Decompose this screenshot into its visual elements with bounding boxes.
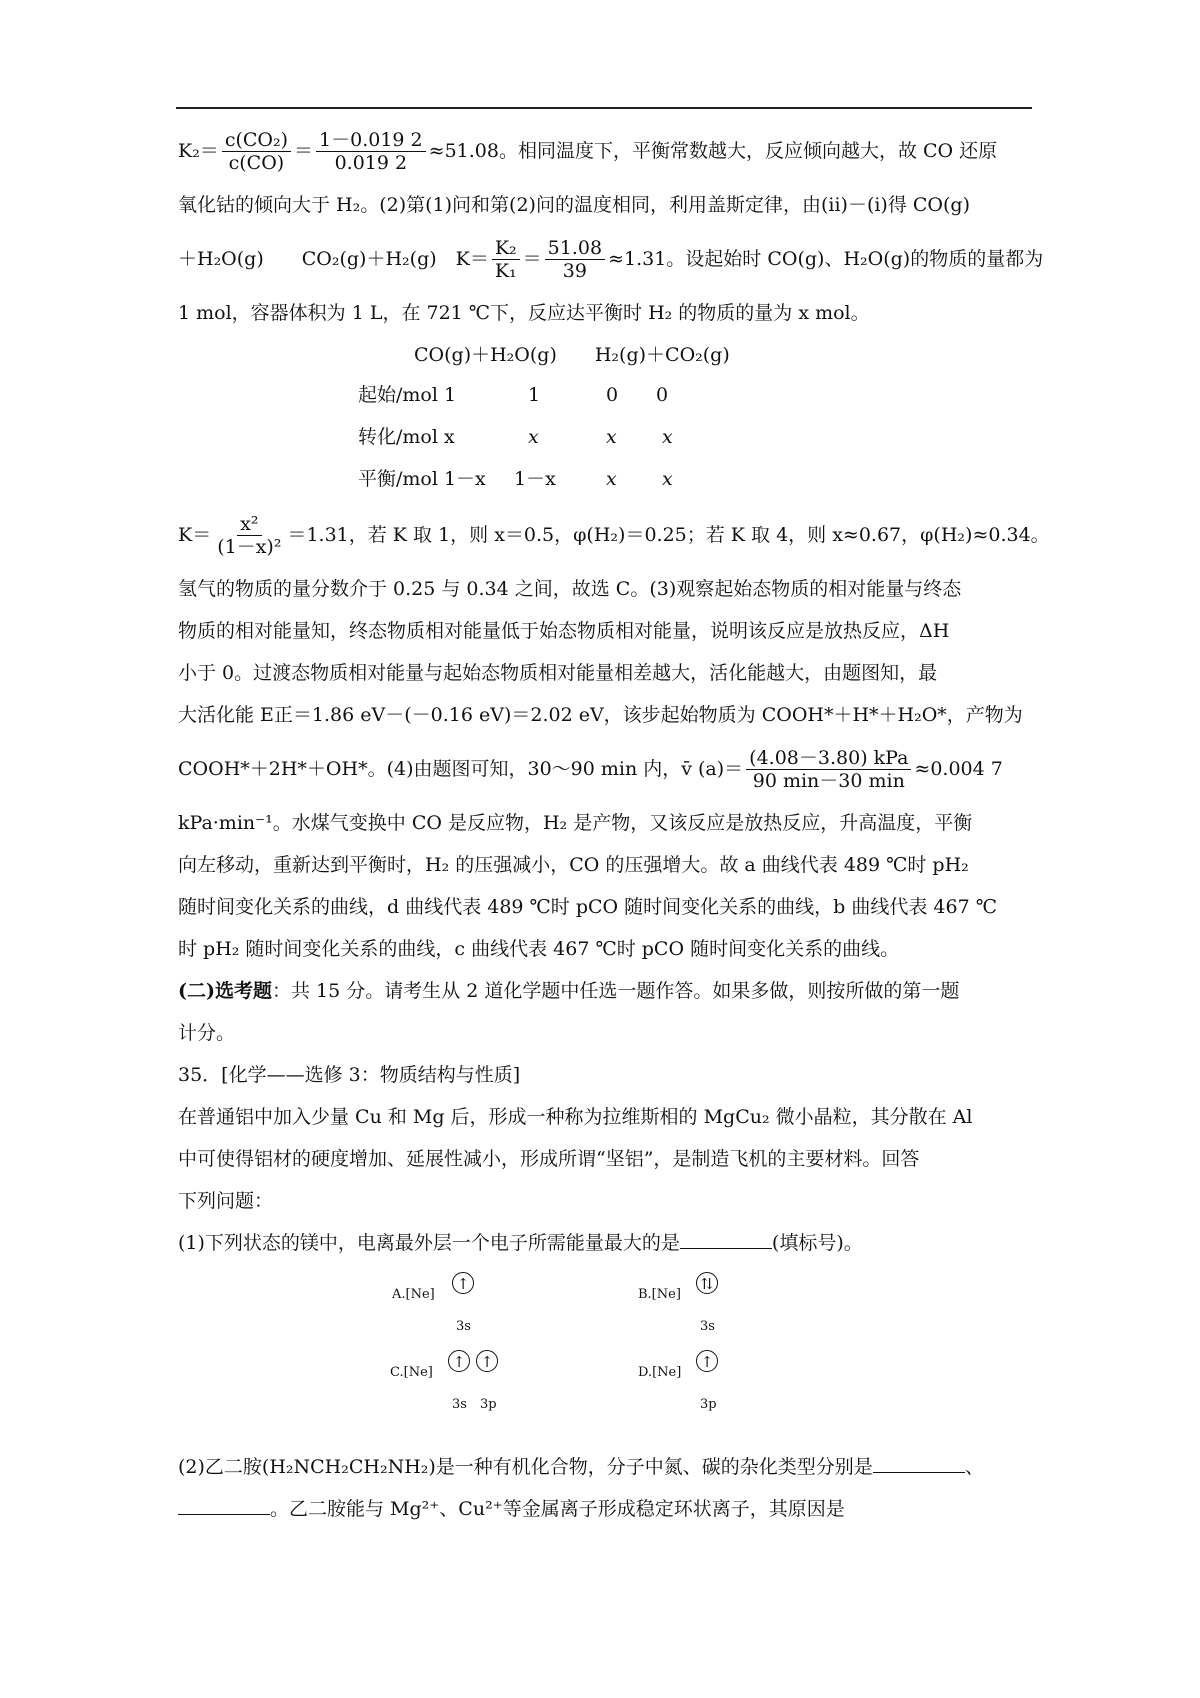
paired-arrows-icon: ⇅ — [696, 1272, 718, 1294]
text-line: 中可使得铝材的硬度增加、延展性减小，形成所谓“坚铝”，是制造飞机的主要材料。回答 — [178, 1148, 920, 1170]
text-run: K＝ — [178, 524, 212, 546]
text-run: (填标号)。 — [771, 1232, 863, 1254]
text-line: 时 pH₂ 随时间变化关系的曲线，c 曲线代表 467 ℃时 pCO 随时间变化关系的曲线。 — [178, 938, 900, 960]
text-run: (1)下列状态的镁中，电离最外层一个电子所需能量最大的是 — [178, 1232, 680, 1254]
fraction-k2-k1 — [492, 237, 520, 282]
fraction-x — [214, 513, 284, 558]
header-rule — [176, 107, 1032, 109]
text-line: 向左移动，重新达到平衡时，H₂ 的压强减小，CO 的压强增大。故 a 曲线代表 489 ℃时 pH₂ — [178, 854, 969, 876]
content — [178, 118, 1050, 1530]
text-line: 小于 0。过渡态物质相对能量与起始态物质相对能量相差越大，活化能越大，由题图知，最 — [178, 662, 938, 684]
text-run: COOH*＋2H*＋OH*。(4)由题图可知，30～90 min 内，v̄ (a)＝ — [178, 758, 744, 780]
frac-num: c(CO₂) — [222, 129, 291, 152]
text-run: (2)乙二胺(H₂NCH₂CH₂NH₂)是一种有机化合物，分子中氮、碳的杂化类型分别是 — [178, 1456, 873, 1478]
section-text: ：共 15 分。请考生从 2 道化学题中任选一题作答。如果多做，则按所做的第一题 — [271, 980, 960, 1002]
row-cell: x — [528, 426, 539, 448]
row-cell: x — [606, 468, 617, 490]
section-title: (二)选考题 — [178, 980, 272, 1002]
section-heading — [178, 970, 1030, 1012]
text-run: ≈1.31。设起始时 CO(g)、H₂O(g)的物质的量都为 — [608, 248, 1044, 270]
orbital-label: 3s — [452, 1397, 467, 1412]
up-arrow-icon: ↑ — [452, 1272, 474, 1294]
orbital-options — [178, 1264, 1030, 1446]
option-a-label: A.[Ne] — [392, 1287, 435, 1302]
orbital-label: 3s — [456, 1319, 471, 1334]
frac-den: (1－x)² — [217, 535, 282, 558]
orbital-label: 3p — [700, 1397, 717, 1412]
equation-k2 — [178, 118, 1030, 184]
row-cell: 0 — [606, 384, 619, 406]
text-line: kPa·min⁻¹。水煤气变换中 CO 是反应物，H₂ 是产物，又该反应是放热反应，升高温度，平衡 — [178, 812, 973, 834]
text-run: ＋H₂O(g) CO₂(g)＋H₂(g) K＝ — [178, 248, 489, 270]
option-b-label: B.[Ne] — [638, 1287, 681, 1302]
frac-den: 0.019 2 — [334, 151, 408, 174]
fraction-value — [316, 129, 426, 174]
answer-blank[interactable] — [873, 1454, 965, 1473]
text-line: 1 mol，容器体积为 1 L，在 721 ℃下，反应达平衡时 H₂ 的物质的量为 x mol。 — [178, 302, 870, 324]
row-label: 平衡/mol 1－x — [358, 468, 486, 490]
text-run: ＝1.31，若 K 取 1，则 x＝0.5，φ(H₂)＝0.25；若 K 取 4，则 x≈0.67，φ(H₂)≈0.34。 — [287, 524, 1050, 546]
text-line: 大活化能 E正＝1.86 eV－(－0.16 eV)＝2.02 eV，该步起始物质为 COOH*＋H*＋H₂O*，产物为 — [178, 704, 1023, 726]
text-line: 氢气的物质的量分数介于 0.25 与 0.34 之间，故选 C。(3)观察起始态物质的相对能量与终态 — [178, 578, 962, 600]
row-label: 起始/mol 1 — [358, 384, 457, 406]
frac-den: 39 — [562, 259, 587, 282]
frac-den: c(CO) — [228, 151, 285, 174]
option-d-label: D.[Ne] — [638, 1365, 682, 1380]
text-line: 计分。 — [178, 1022, 236, 1044]
up-arrow-icon: ↑ — [476, 1350, 498, 1372]
up-arrow-icon: ↑ — [448, 1350, 470, 1372]
row-label: 转化/mol x — [358, 426, 455, 448]
fraction-value — [545, 237, 605, 282]
text-line: 物质的相对能量知，终态物质相对能量低于始态物质相对能量，说明该反应是放热反应，ΔH — [178, 620, 950, 642]
frac-num: 51.08 — [545, 237, 605, 260]
equation-rate — [178, 736, 1030, 802]
up-arrow-icon: ↑ — [696, 1350, 718, 1372]
equals: ＝ — [522, 248, 542, 270]
text-line: 下列问题： — [178, 1190, 274, 1212]
equals: ＝ — [294, 140, 314, 162]
row-cell: 1 — [528, 384, 541, 406]
orbital-label: 3s — [700, 1319, 715, 1334]
frac-num: 1－0.019 2 — [316, 129, 426, 152]
equation-k-x — [178, 502, 1050, 568]
frac-num: x² — [237, 513, 261, 536]
frac-num: (4.08－3.80) kPa — [746, 747, 911, 770]
frac-den: K₁ — [494, 259, 517, 282]
frac-num: K₂ — [492, 237, 520, 260]
text-run: 、 — [964, 1456, 984, 1478]
text-line: 氧化钴的倾向大于 H₂。(2)第(1)问和第(2)问的温度相同，利用盖斯定律，由(ii)－(i)得 CO(g) — [178, 194, 970, 216]
frac-den: 90 min－30 min — [752, 769, 905, 792]
text-line: 随时间变化关系的曲线，d 曲线代表 489 ℃时 pCO 随时间变化关系的曲线，b 曲线代表 467 ℃ — [178, 896, 997, 918]
orbital-label: 3p — [480, 1397, 497, 1412]
row-cell: x — [662, 468, 673, 490]
row-cell: x — [662, 426, 673, 448]
fraction-rate — [746, 747, 911, 792]
text-run: 。乙二胺能与 Mg²⁺、Cu²⁺等金属离子形成稳定环状离子，其原因是 — [270, 1498, 845, 1520]
row-cell: 0 — [656, 384, 669, 406]
row-cell: x — [606, 426, 617, 448]
equation-k — [178, 226, 1044, 292]
question-2-cont — [178, 1488, 1030, 1530]
question-2 — [178, 1446, 1030, 1488]
table-header: CO(g)＋H₂O(g) H₂(g)＋CO₂(g) — [414, 344, 730, 366]
question-1 — [178, 1222, 1030, 1264]
fraction-co2-co — [222, 129, 291, 174]
text-run: ≈51.08。相同温度下，平衡常数越大，反应倾向越大，故 CO 还原 — [428, 140, 998, 162]
row-cell: 1－x — [514, 468, 556, 490]
answer-blank[interactable] — [178, 1496, 270, 1515]
text-run: ≈0.004 7 — [914, 758, 1003, 780]
answer-blank[interactable] — [680, 1230, 772, 1249]
k2-label: K₂＝ — [178, 140, 219, 162]
option-c-label: C.[Ne] — [390, 1365, 433, 1380]
text-line: 在普通铝中加入少量 Cu 和 Mg 后，形成一种称为拉维斯相的 MgCu₂ 微小晶粒，其分散在 Al — [178, 1106, 973, 1128]
question-title: 35．[化学——选修 3：物质结构与性质] — [178, 1064, 521, 1086]
equilibrium-table — [178, 334, 1030, 502]
